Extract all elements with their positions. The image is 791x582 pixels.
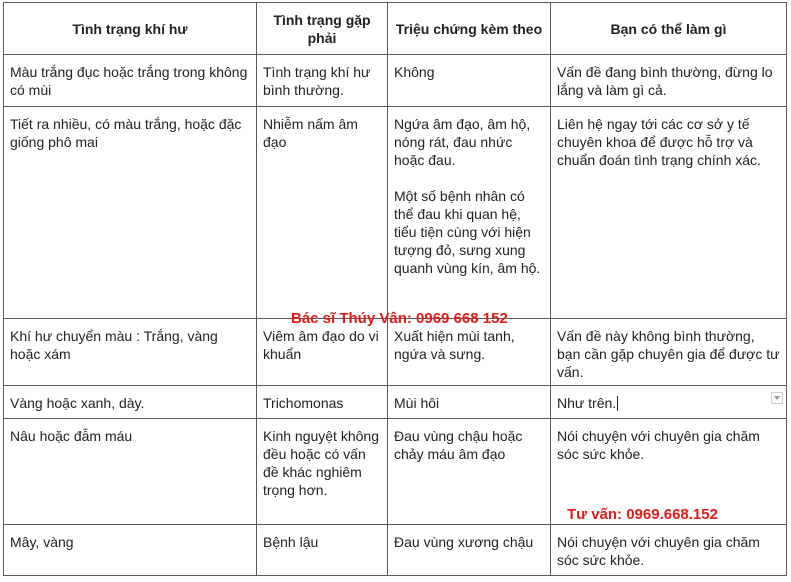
- table-cell[interactable]: Mây, vàng: [4, 525, 257, 576]
- table-cell[interactable]: Trichomonas: [257, 386, 388, 419]
- table-cell[interactable]: Xuất hiện mùi tanh, ngứa và sưng.: [388, 319, 551, 386]
- table-row: [4, 55, 787, 107]
- table-cell[interactable]: Màu trắng đục hoặc trắng trong không có mùi: [4, 55, 257, 107]
- header-cell: Tình trạng khí hư: [4, 3, 257, 55]
- watermark-doctor-phone: Bác sĩ Thúy Vân: 0969 668 152: [291, 310, 508, 327]
- header-row: [4, 3, 787, 55]
- table-cell[interactable]: Ngứa âm đạo, âm hộ, nóng rát, đau nhức hoặc đau. Một số bệnh nhân có thể đau khi quan hệ, tiểu tiện cùng với hiện tượng đỏ, sưng xung quanh vùng kín, âm hộ.: [388, 107, 551, 319]
- table-cell[interactable]: Nói chuyện với chuyên gia chăm sóc sức khỏe.: [551, 525, 787, 576]
- table-cell[interactable]: Vàng hoặc xanh, dày.: [4, 386, 257, 419]
- table-cell[interactable]: Kinh nguyệt không đều hoặc có vấn đề khác nghiêm trọng hơn.: [257, 419, 388, 525]
- table-row: [4, 386, 787, 419]
- khi-hu-table: [3, 2, 787, 576]
- header-cell: Bạn có thể làm gì: [551, 3, 787, 55]
- text-cursor: [617, 396, 618, 411]
- table-cell[interactable]: Vấn đề này không bình thường, bạn cần gặp chuyên gia để được tư vấn.: [551, 319, 787, 386]
- table-row: [4, 319, 787, 386]
- table-cell[interactable]: Tiết ra nhiều, có màu trắng, hoặc đặc giống phô mai: [4, 107, 257, 319]
- table-cell-active[interactable]: Như trên.: [551, 386, 787, 419]
- table-cell[interactable]: Không: [388, 55, 551, 107]
- table-cell[interactable]: Khí hư chuyển màu : Trắng, vàng hoặc xám: [4, 319, 257, 386]
- table-cell[interactable]: Đau vùng xương chậu: [388, 525, 551, 576]
- table-cell[interactable]: Nhiễm nấm âm đạo: [257, 107, 388, 319]
- chevron-down-icon[interactable]: [771, 392, 783, 404]
- table-cell[interactable]: Nâu hoặc đẫm máu: [4, 419, 257, 525]
- table-row: [4, 525, 787, 576]
- table-cell[interactable]: Tình trạng khí hư bình thường.: [257, 55, 388, 107]
- table-cell[interactable]: Đau vùng chậu hoặc chảy máu âm đạo: [388, 419, 551, 525]
- header-cell: Triệu chứng kèm theo: [388, 3, 551, 55]
- table-row: [4, 107, 787, 319]
- table-cell[interactable]: Viêm âm đạo do vi khuẩn: [257, 319, 388, 386]
- table-cell[interactable]: Mùi hôi: [388, 386, 551, 419]
- header-cell: Tình trạng gặp phải: [257, 3, 388, 55]
- table-cell[interactable]: Liên hệ ngay tới các cơ sở y tế chuyên khoa để được hỗ trợ và chuẩn đoán tình trạng chính xác.: [551, 107, 787, 319]
- table-cell[interactable]: Bệnh lậu: [257, 525, 388, 576]
- table-cell[interactable]: Nói chuyện với chuyên gia chăm sóc sức khỏe.: [551, 419, 787, 525]
- watermark-consult-phone: Tư vấn: 0969.668.152: [567, 506, 718, 523]
- table-cell[interactable]: Vấn đề đang bình thường, đừng lo lắng và làm gì cả.: [551, 55, 787, 107]
